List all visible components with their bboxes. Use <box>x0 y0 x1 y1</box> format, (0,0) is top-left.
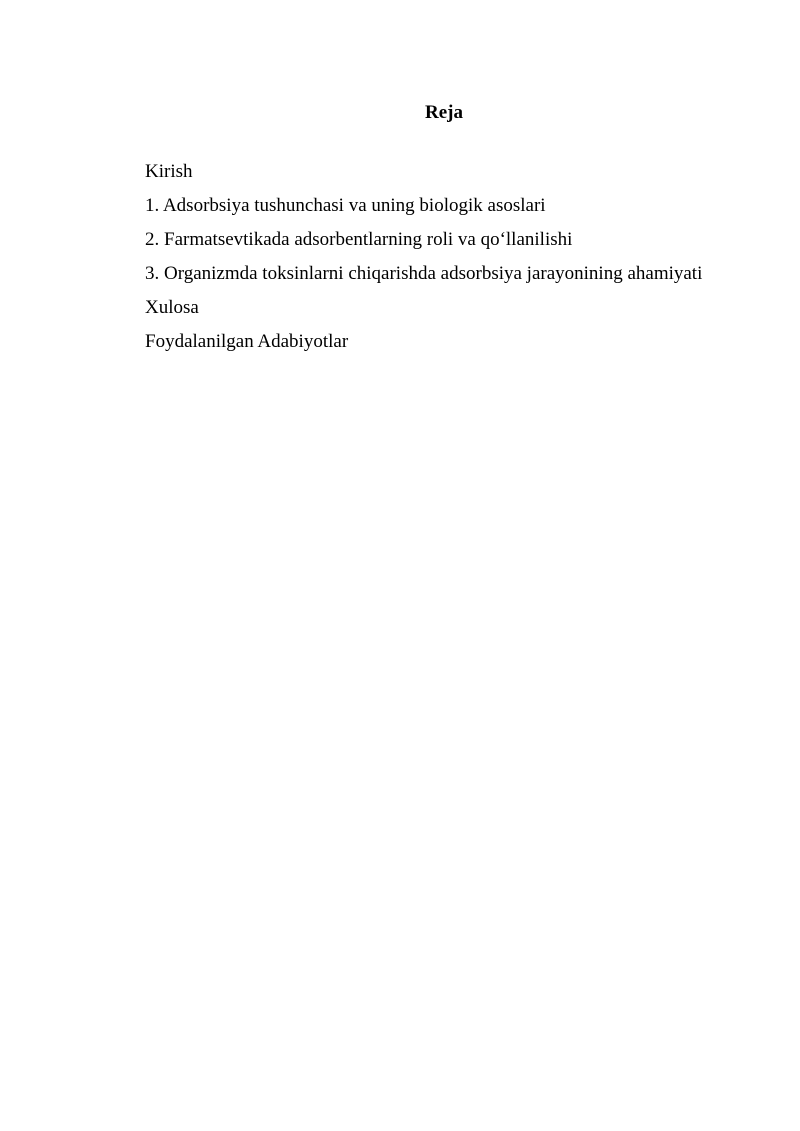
toc-item-conclusion: Xulosa <box>145 297 199 318</box>
toc-item-section-2: 2. Farmatsevtikada adsorbentlarning roli va qo‘llanilishi <box>145 229 573 250</box>
page-title: Reja <box>425 102 463 123</box>
table-of-contents <box>145 160 702 364</box>
toc-item-section-3: 3. Organizmda toksinlarni chiqarishda adsorbsiya jarayonining ahamiyati <box>145 263 703 284</box>
toc-item-references: Foydalanilgan Adabiyotlar <box>145 331 349 352</box>
toc-item-section-1: 1. Adsorbsiya tushunchasi va uning biologik asoslari <box>145 195 546 216</box>
toc-item-introduction: Kirish <box>145 161 193 182</box>
